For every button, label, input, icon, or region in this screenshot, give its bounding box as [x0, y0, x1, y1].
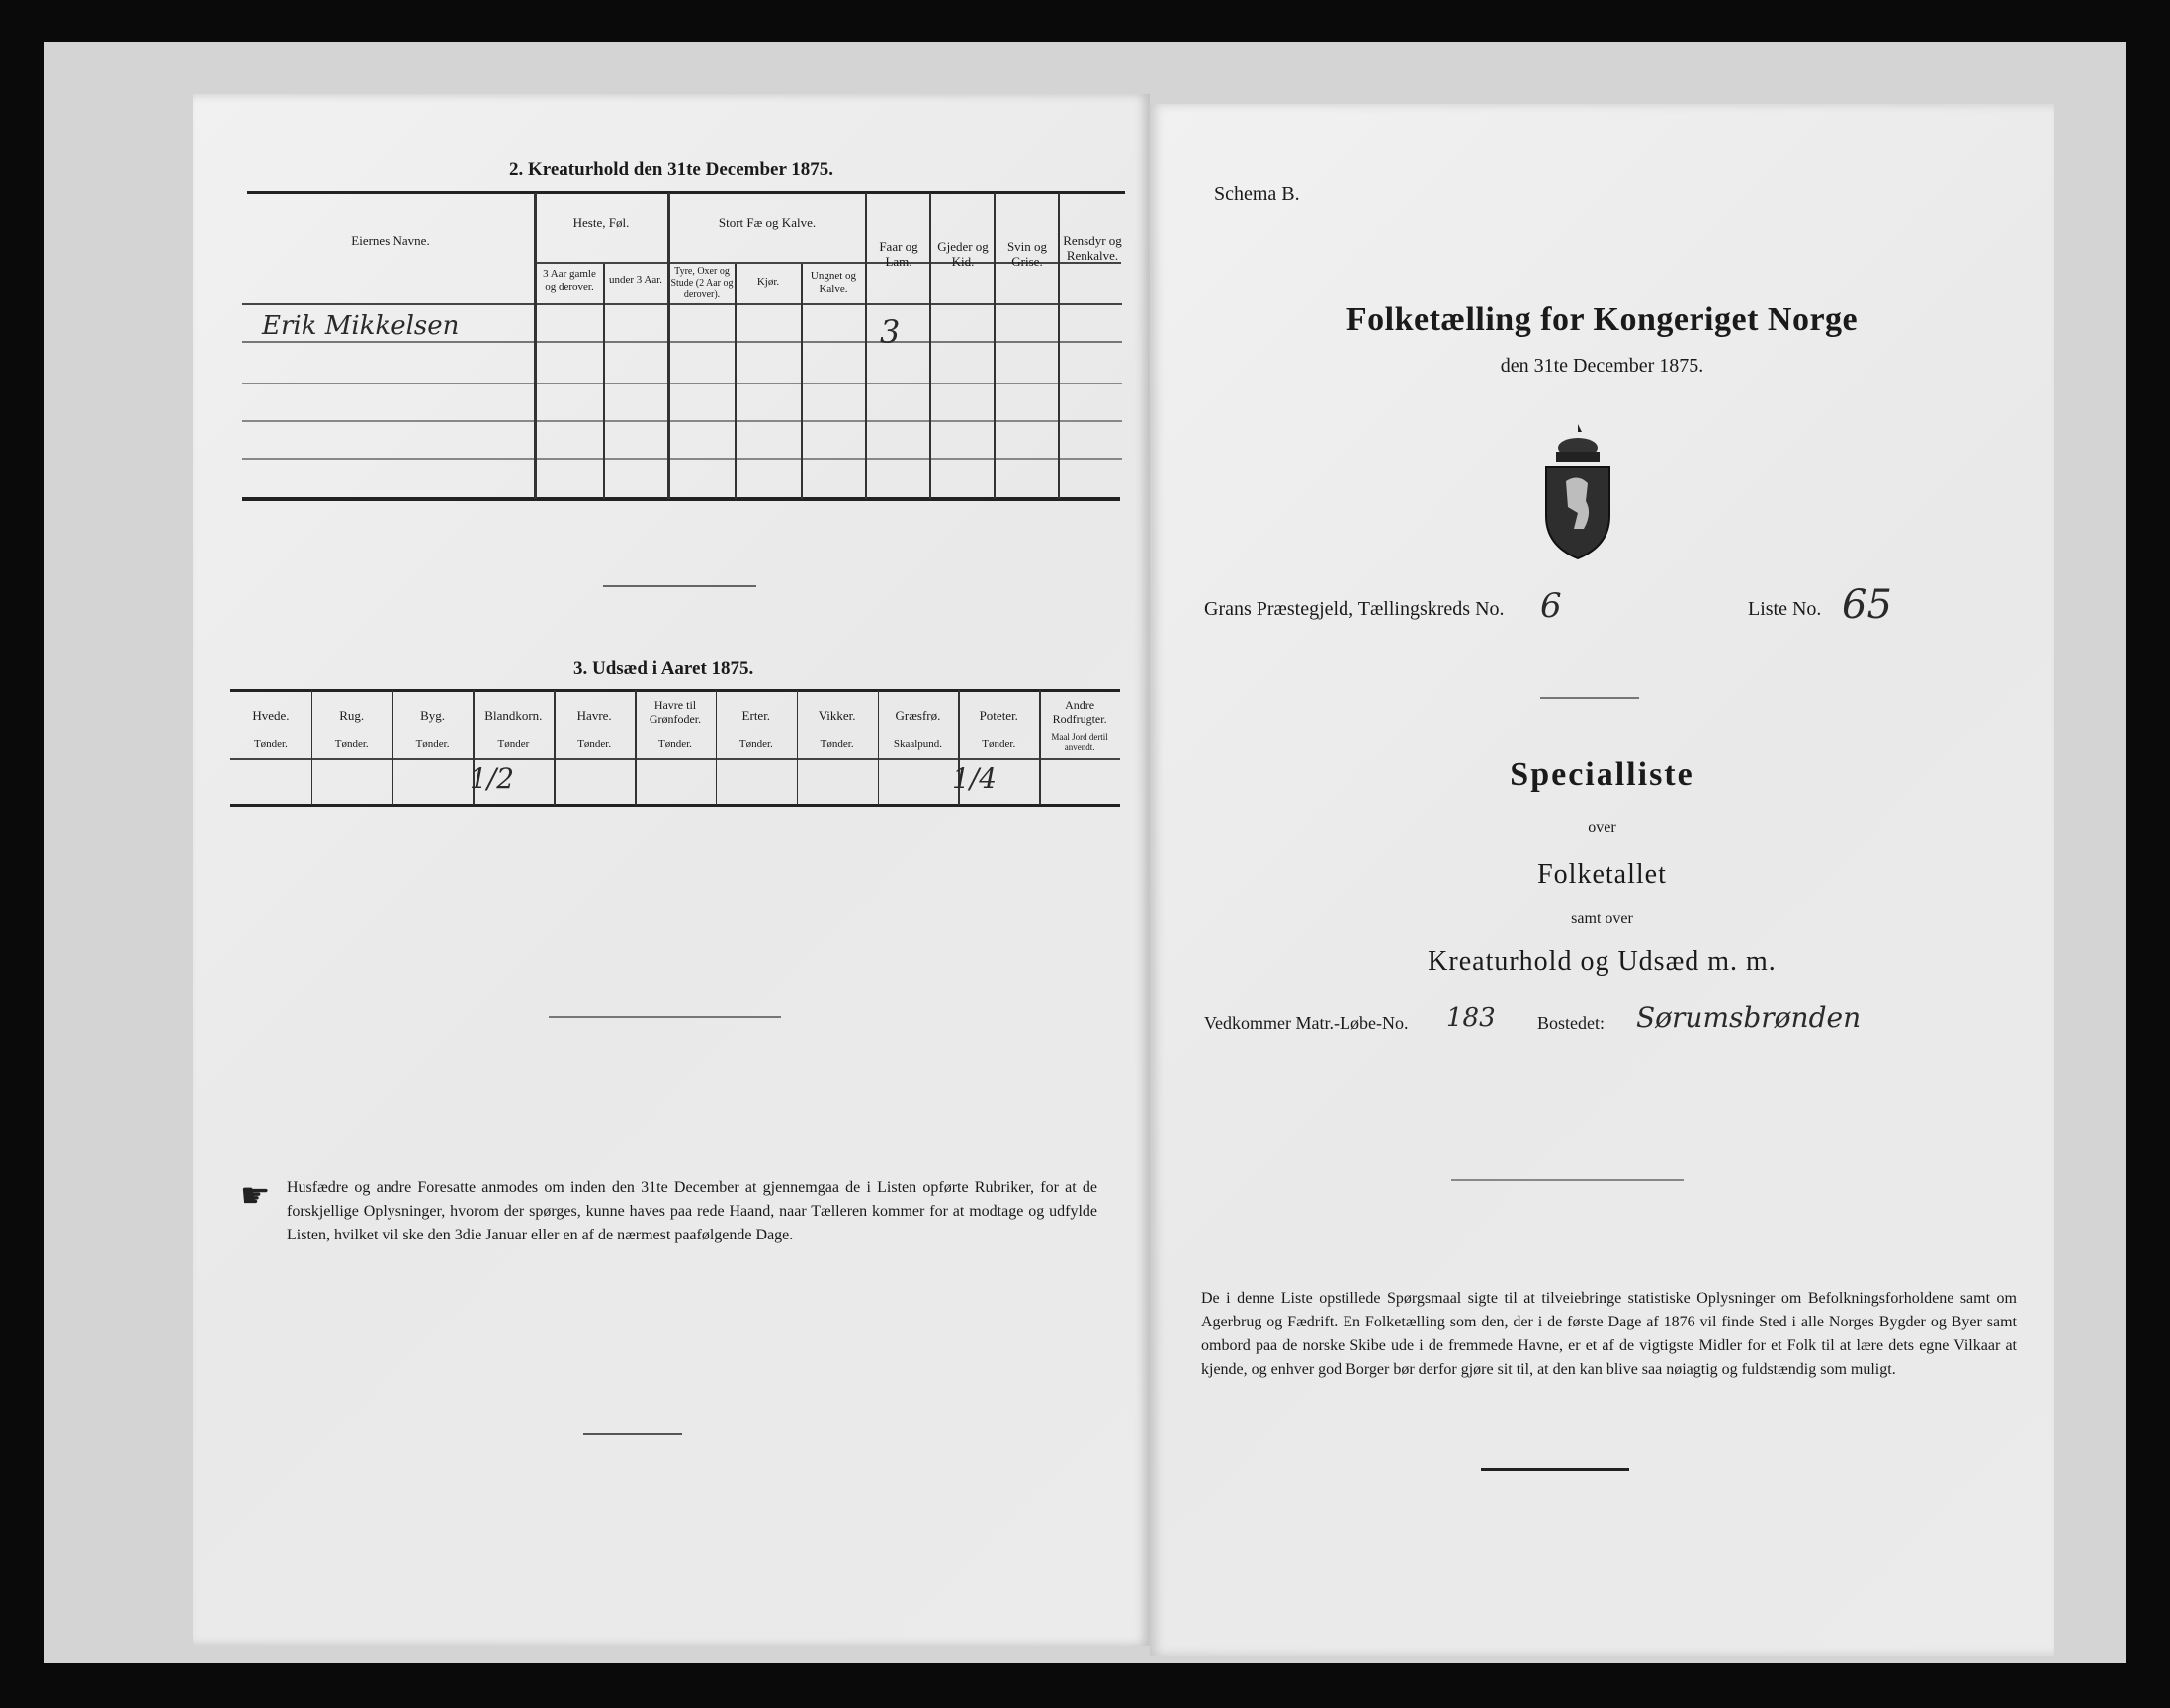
table3-top-rule — [230, 689, 1120, 692]
table2-col-rule — [801, 264, 803, 499]
schema-label: Schema B. — [1214, 183, 1300, 205]
table2-col-rule — [735, 264, 737, 499]
header-rensdyr: Rensdyr og Renkalve. — [1063, 233, 1122, 263]
udsaed-column-unit: Tønder. — [415, 738, 450, 750]
udsaed-column-unit: Tønder. — [982, 738, 1016, 750]
header-heste-over3: 3 Aar gamle og derover. — [543, 268, 596, 293]
divider — [549, 1016, 781, 1018]
table2-row-rule — [242, 341, 1122, 343]
udsaed-column-unit: Tønder. — [253, 738, 288, 750]
table2-col-rule — [667, 193, 670, 499]
main-title: Folketælling for Kongeriget Norge — [1345, 301, 1859, 338]
matr-number: 183 — [1446, 1003, 1496, 1033]
divider — [1481, 1468, 1629, 1471]
udsaed-column-name: Havre. — [576, 708, 612, 723]
over-text: over — [1588, 819, 1616, 836]
udsaed-column-name: Hvede. — [252, 708, 290, 723]
udsaed-column-unit: Tønder. — [820, 738, 854, 750]
table2-row-rule — [242, 383, 1122, 384]
matr-label: Vedkommer Matr.-Løbe-No. — [1204, 1013, 1409, 1033]
udsaed-column-name: Poteter. — [979, 708, 1018, 723]
owner-name: Erik Mikkelsen — [262, 311, 460, 341]
bosted-label: Bostedet: — [1537, 1013, 1605, 1033]
table2-col-rule — [994, 193, 996, 499]
table3-bottom-rule — [230, 804, 1120, 807]
table2-row-rule — [242, 420, 1122, 422]
bosted-value: Sørumsbrønden — [1636, 1001, 1862, 1034]
table2-col-rule — [603, 264, 605, 499]
table3-header-rule — [230, 758, 1120, 760]
census-date: den 31te December 1875. — [1500, 355, 1704, 377]
header-heste-under3: under 3 Aar. — [608, 274, 663, 286]
divider — [1540, 697, 1639, 699]
samt-over-text: samt over — [1571, 910, 1633, 927]
liste-label: Liste No. — [1748, 598, 1822, 620]
udsaed-column-name: Erter. — [741, 708, 771, 723]
section2-title: 2. Kreaturhold den 31te December 1875. — [509, 159, 834, 180]
udsaed-column-unit: Skaalpund. — [893, 738, 943, 750]
divider — [603, 585, 756, 587]
table2-row-rule — [242, 458, 1122, 460]
table2-header-bottom-rule — [242, 303, 1122, 305]
kreds-number: 6 — [1540, 586, 1562, 626]
notice-text: Husfædre og andre Foresatte anmodes om inden den 31te December at gjennemgaa de i Listen opførte Rubriker, for at de forskjellige Oplysninger, hvorom der spørges, kunne haves paa rede Haand, naar Tælleren kommer for at modtage og udfylde Listen, hvilket vil ske den 3die Januar eller en af de nærmest paafølgende Dage. — [287, 1179, 1097, 1243]
table2-col-rule — [865, 193, 867, 499]
table2-col-rule — [534, 193, 537, 499]
section3-title: 3. Udsæd i Aaret 1875. — [573, 658, 754, 679]
header-stort-group: Stort Fæ og Kalve. — [718, 215, 817, 230]
pointing-hand-icon: ☛ — [240, 1178, 271, 1215]
udsaed-column-name: Vikker. — [818, 708, 856, 723]
header-owner: Eiernes Navne. — [351, 233, 430, 248]
udsaed-column-name: Andre Rodfrugter. — [1052, 698, 1107, 726]
table2-bottom-rule — [242, 497, 1120, 501]
table2-col-rule — [929, 193, 931, 499]
special-title: Specialliste — [1510, 756, 1694, 793]
udsaed-column-name: Græsfrø. — [895, 708, 941, 723]
udsaed-column-unit: Tønder — [497, 738, 530, 750]
header-svin: Svin og Grise. — [1006, 239, 1048, 269]
liste-number: 65 — [1842, 582, 1892, 628]
byg-value: 1/2 — [470, 762, 515, 795]
kreaturhold-text: Kreaturhold og Udsæd m. m. — [1428, 946, 1777, 977]
faar-count: 3 — [880, 313, 901, 351]
poteter-value: 1/4 — [952, 762, 998, 795]
header-heste-group: Heste, Føl. — [572, 215, 630, 230]
divider — [1451, 1179, 1684, 1181]
udsaed-column-name: Havre til Grønfoder. — [649, 698, 702, 726]
udsaed-column-name: Blandkorn. — [484, 708, 543, 723]
header-ungnet: Ungnet og Kalve. — [810, 270, 857, 295]
udsaed-column-name: Byg. — [420, 708, 445, 723]
right-page — [1150, 104, 2054, 1656]
header-tyre: Tyre, Oxer og Stude (2 Aar og derover). — [670, 266, 734, 299]
udsaed-column-unit: Tønder. — [738, 738, 773, 750]
udsaed-column-unit: Tønder. — [658, 738, 692, 750]
udsaed-column-unit: Tønder. — [577, 738, 612, 750]
header-kjor: Kjør. — [756, 276, 780, 288]
header-faar: Faar og Lam. — [879, 239, 918, 269]
udsaed-column-unit: Tønder. — [334, 738, 369, 750]
parish-label: Grans Præstegjeld, Tællingskreds No. — [1204, 598, 1505, 620]
left-page — [193, 94, 1150, 1646]
header-gjeder: Gjeder og Kid. — [937, 239, 989, 269]
divider — [583, 1433, 682, 1435]
udsaed-column-unit: Maal Jord dertil anvendt. — [1051, 732, 1108, 753]
footer-text: De i denne Liste opstillede Spørgsmaal sigte til at tilveiebringe statistiske Oplysninger om Befolkningsforholdene samt om Agerbrug og Fædrift. En Folketælling som den, der i de første Dage af 1876 vil finde Sted i alle Norges Bygder og Byer samt ombord paa de norske Skibe ude i de fremmede Havne, er et af de vigtigste Midler for et Folk til at lære dets egne Vilkaar at kjende, og enhver god Borger bør derfor gjøre sit til, at den kan blive saa nøiagtig og fuldstændig som muligt. — [1201, 1290, 2017, 1378]
folketallet-text: Folketallet — [1537, 859, 1667, 890]
coat-of-arms-icon — [1538, 422, 1617, 560]
udsaed-column-name: Rug. — [339, 708, 365, 723]
